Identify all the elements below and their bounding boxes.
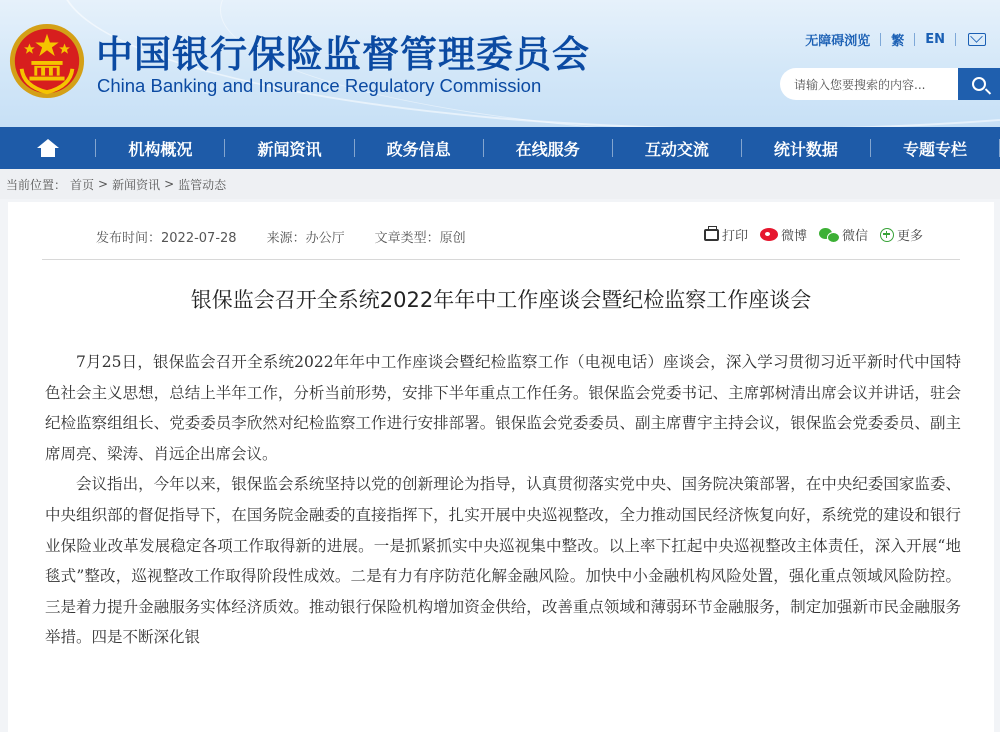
article-type: 文章类型：原创 (374, 231, 466, 246)
search-icon (972, 77, 986, 91)
article-paragraph: 会议指出，今年以来，银保监会系统坚持以党的创新理论为指导，认真贯彻落实党中央、国务院决策部署，在中央纪委国家监委、中央组织部的督促指导下，在国务院金融委的直接指挥下，扎实开展中央巡视整改，全力推动国民经济恢复向好，系统党的建设和银行业保险业改革发展稳定各项工作取得新的进展。一是抓紧抓实中央巡视集中整改。以上率下扛起中央巡视整改主体责任，深入开展“地毯式”整改，巡视整改工作取得阶段性成效。二是有力有序防范化解金融风险。加快中小金融机构风险处置，强化重点领域风险防控。三是着力提升金融服务实体经济质效。推动银行保险机构增加资金供给，改善重点领域和薄弱环节金融服务，制定加强新市民金融服务举措。四是不断深化银 (45, 475, 961, 647)
nav-home[interactable] (0, 127, 95, 169)
breadcrumb-label: 当前位置： (6, 177, 67, 192)
search-placeholder: 请输入您要搜索的内容... (794, 77, 926, 92)
accessibility-link[interactable]: 无障碍浏览 (805, 33, 871, 49)
print-label: 打印 (722, 229, 749, 244)
more-share-button[interactable] (880, 225, 923, 244)
print-button[interactable] (704, 225, 748, 244)
article-paragraph: 7月25日，银保监会召开全系统2022年年中工作座谈会暨纪检监察工作（电视电话）座谈会，深入学习贯彻习近平新时代中国特色社会主义思想，总结上半年工作，分析当前形势，安排下半年重点工作任务。银保监会党委书记、主席郭树清出席会议并讲话，驻会纪检监察组组长、党委委员李欣然对纪检监察工作进行安排部署。银保监会党委委员、副主席曹宇主持会议，银保监会党委委员、副主席周亮、梁涛、肖远企出席会议。 (45, 353, 961, 463)
divider (955, 33, 956, 46)
article-title: 银保监会召开全系统2022年年中工作座谈会暨纪检监察工作座谈会 (190, 288, 812, 312)
breadcrumb-home[interactable]: 首页 (70, 177, 95, 192)
traditional-chinese-link[interactable]: 繁 (891, 33, 905, 49)
article-container (8, 202, 994, 732)
divider (42, 259, 960, 260)
breadcrumb-separator: > (164, 177, 175, 191)
article-source: 来源：办公厅 (266, 231, 345, 246)
plus-circle-icon (880, 228, 894, 242)
wechat-share-button[interactable] (819, 225, 868, 244)
site-title[interactable]: 中国银行保险监督管理委员会 (96, 33, 590, 76)
breadcrumb-news[interactable]: 新闻资讯 (112, 177, 161, 192)
site-header (0, 0, 1000, 127)
printer-icon (704, 229, 719, 241)
nav-item-government-info[interactable]: 政务信息 (386, 139, 451, 159)
weibo-icon (760, 228, 778, 241)
nav-item-statistics[interactable]: 统计数据 (773, 139, 838, 159)
article-body (45, 347, 961, 653)
breadcrumb-separator: > (98, 177, 109, 191)
home-icon (37, 139, 59, 157)
wechat-label: 微信 (842, 229, 869, 244)
publish-time: 发布时间：2022-07-28 (96, 231, 237, 246)
search-input[interactable] (780, 68, 960, 100)
mail-icon[interactable] (968, 33, 986, 46)
english-link[interactable]: EN (925, 31, 945, 47)
national-emblem-icon[interactable] (8, 22, 86, 100)
search-button[interactable] (958, 68, 1000, 100)
main-nav (0, 127, 1000, 169)
more-label: 更多 (897, 229, 924, 244)
wechat-icon (819, 228, 839, 242)
nav-item-special-topics[interactable]: 专题专栏 (903, 139, 968, 159)
nav-item-online-services[interactable]: 在线服务 (515, 139, 580, 159)
article-meta (96, 227, 496, 246)
weibo-share-button[interactable] (760, 225, 807, 244)
top-links (795, 28, 1000, 50)
site-subtitle[interactable]: China Banking and Insurance Regulatory Commission (97, 75, 542, 96)
nav-item-about[interactable]: 机构概况 (128, 139, 193, 159)
nav-item-interaction[interactable]: 互动交流 (644, 139, 709, 159)
breadcrumb (0, 169, 1000, 199)
breadcrumb-regulatory-news[interactable]: 监管动态 (178, 177, 227, 192)
share-bar (704, 225, 935, 244)
weibo-label: 微博 (781, 229, 808, 244)
nav-item-news[interactable]: 新闻资讯 (257, 139, 322, 159)
